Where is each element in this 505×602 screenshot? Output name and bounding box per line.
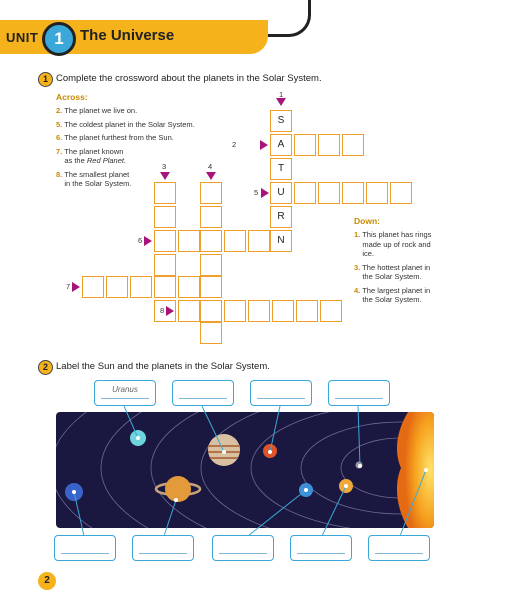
cell-2-3[interactable] (318, 134, 340, 156)
cell-1-6[interactable]: N (270, 230, 292, 252)
cell-5-3[interactable] (318, 182, 340, 204)
label-box-bottom-2[interactable] (132, 535, 194, 561)
cell-7-4[interactable] (154, 276, 176, 298)
cell-1-4[interactable]: U (270, 182, 292, 204)
cell-2-2[interactable] (294, 134, 316, 156)
cell-6-2[interactable] (178, 230, 200, 252)
unit-label: UNIT (6, 30, 39, 45)
cell-5-5[interactable] (366, 182, 388, 204)
planet-saturn (165, 476, 191, 502)
across-clues (56, 106, 226, 189)
exercise-2-number: 2 (38, 360, 53, 375)
clue-down-3: 3. The hottest planet in the Solar System. (354, 262, 431, 281)
planet-mercury (356, 462, 363, 469)
label-box-bottom-5[interactable] (368, 535, 430, 561)
planet-venus (339, 479, 353, 493)
sun-shape (397, 412, 434, 528)
cell-3-1[interactable] (154, 182, 176, 204)
cell-2-4[interactable] (342, 134, 364, 156)
clue-down-4: 4. The largest planet in the Solar System. (354, 285, 431, 304)
across-heading: Across: (56, 92, 88, 102)
arrow-down-1 (276, 98, 286, 106)
arrow-across-5 (261, 188, 269, 198)
planet-neptune (65, 483, 83, 501)
cell-7-2[interactable] (106, 276, 128, 298)
exercise-2-instruction: Label the Sun and the planets in the Solar System. (56, 361, 270, 372)
cell-4-4[interactable] (200, 254, 222, 276)
label-box-top-2[interactable] (172, 380, 234, 406)
cell-4-7[interactable] (200, 322, 222, 344)
cell-3-4[interactable] (154, 254, 176, 276)
unit-number-badge: 1 (42, 22, 76, 56)
arrow-across-8 (166, 306, 174, 316)
cell-7-5[interactable] (178, 276, 200, 298)
clue-across-5: 5. The coldest planet in the Solar System. (56, 119, 195, 129)
clue-across-6: 6. The planet furthest from the Sun. (56, 133, 174, 142)
arrow-across-7 (72, 282, 80, 292)
planet-earth (299, 483, 313, 497)
label-box-bottom-1[interactable] (54, 535, 116, 561)
down-clues (354, 230, 474, 305)
arrow-down-3 (160, 172, 170, 180)
label-box-top-3[interactable] (250, 380, 312, 406)
arrow-across-6 (144, 236, 152, 246)
cell-6-3[interactable] (200, 230, 222, 252)
grid-number-6: 6 (138, 236, 143, 245)
exercise-1-number: 1 (38, 72, 53, 87)
cell-8-1[interactable] (178, 300, 200, 322)
clue-across-2: 2. The planet we live on. (56, 106, 138, 115)
cell-7-6[interactable] (200, 276, 222, 298)
cell-7-3[interactable] (130, 276, 152, 298)
label-box-bottom-3[interactable] (212, 535, 274, 561)
cell-8-3[interactable] (224, 300, 246, 322)
cell-1-1[interactable]: S (270, 110, 292, 132)
clue-across-7: 7. The planet known as the Red Planet. (56, 146, 127, 165)
grid-number-8: 8 (160, 306, 165, 315)
planet-jupiter (208, 434, 240, 466)
cell-6-5[interactable] (248, 230, 270, 252)
label-example-text: Uranus (112, 385, 138, 394)
cell-5-2[interactable] (294, 182, 316, 204)
cell-8-5[interactable] (272, 300, 294, 322)
clue-across-8: 8. The smallest planet in the Solar System. (56, 169, 132, 188)
cell-5-6[interactable] (390, 182, 412, 204)
down-heading: Down: (354, 216, 380, 226)
grid-number-1: 1 (279, 90, 284, 99)
cell-4-1[interactable] (200, 182, 222, 204)
unit-title: The Universe (80, 27, 175, 44)
planet-uranus (130, 430, 146, 446)
grid-number-2: 2 (232, 140, 237, 149)
cell-5-4[interactable] (342, 182, 364, 204)
arrow-across-2 (260, 140, 268, 150)
solar-system-illustration (56, 412, 434, 528)
cell-6-4[interactable] (224, 230, 246, 252)
label-box-top-1[interactable] (94, 380, 156, 406)
cell-3-2[interactable] (154, 206, 176, 228)
grid-number-5: 5 (254, 188, 259, 197)
header-decor-line (268, 0, 311, 37)
cell-4-6[interactable] (200, 300, 222, 322)
cell-1-2[interactable]: A (270, 134, 292, 156)
clue-down-1: 1. This planet has rings made up of rock and ice. (354, 230, 432, 258)
planet-mars (263, 444, 277, 458)
label-box-top-4[interactable] (328, 380, 390, 406)
cell-8-7[interactable] (320, 300, 342, 322)
cell-4-2[interactable] (200, 206, 222, 228)
grid-number-7: 7 (66, 282, 71, 291)
grid-number-4: 4 (208, 162, 213, 171)
cell-1-3[interactable]: T (270, 158, 292, 180)
cell-8-6[interactable] (296, 300, 318, 322)
cell-1-5[interactable]: R (270, 206, 292, 228)
arrow-down-4 (206, 172, 216, 180)
cell-8-4[interactable] (248, 300, 270, 322)
label-box-bottom-4[interactable] (290, 535, 352, 561)
cell-7-1[interactable] (82, 276, 104, 298)
cell-6-1[interactable] (154, 230, 176, 252)
exercise-1-instruction: Complete the crossword about the planets in the Solar System. (56, 73, 322, 84)
grid-number-3: 3 (162, 162, 167, 171)
page-number: 2 (38, 572, 56, 590)
